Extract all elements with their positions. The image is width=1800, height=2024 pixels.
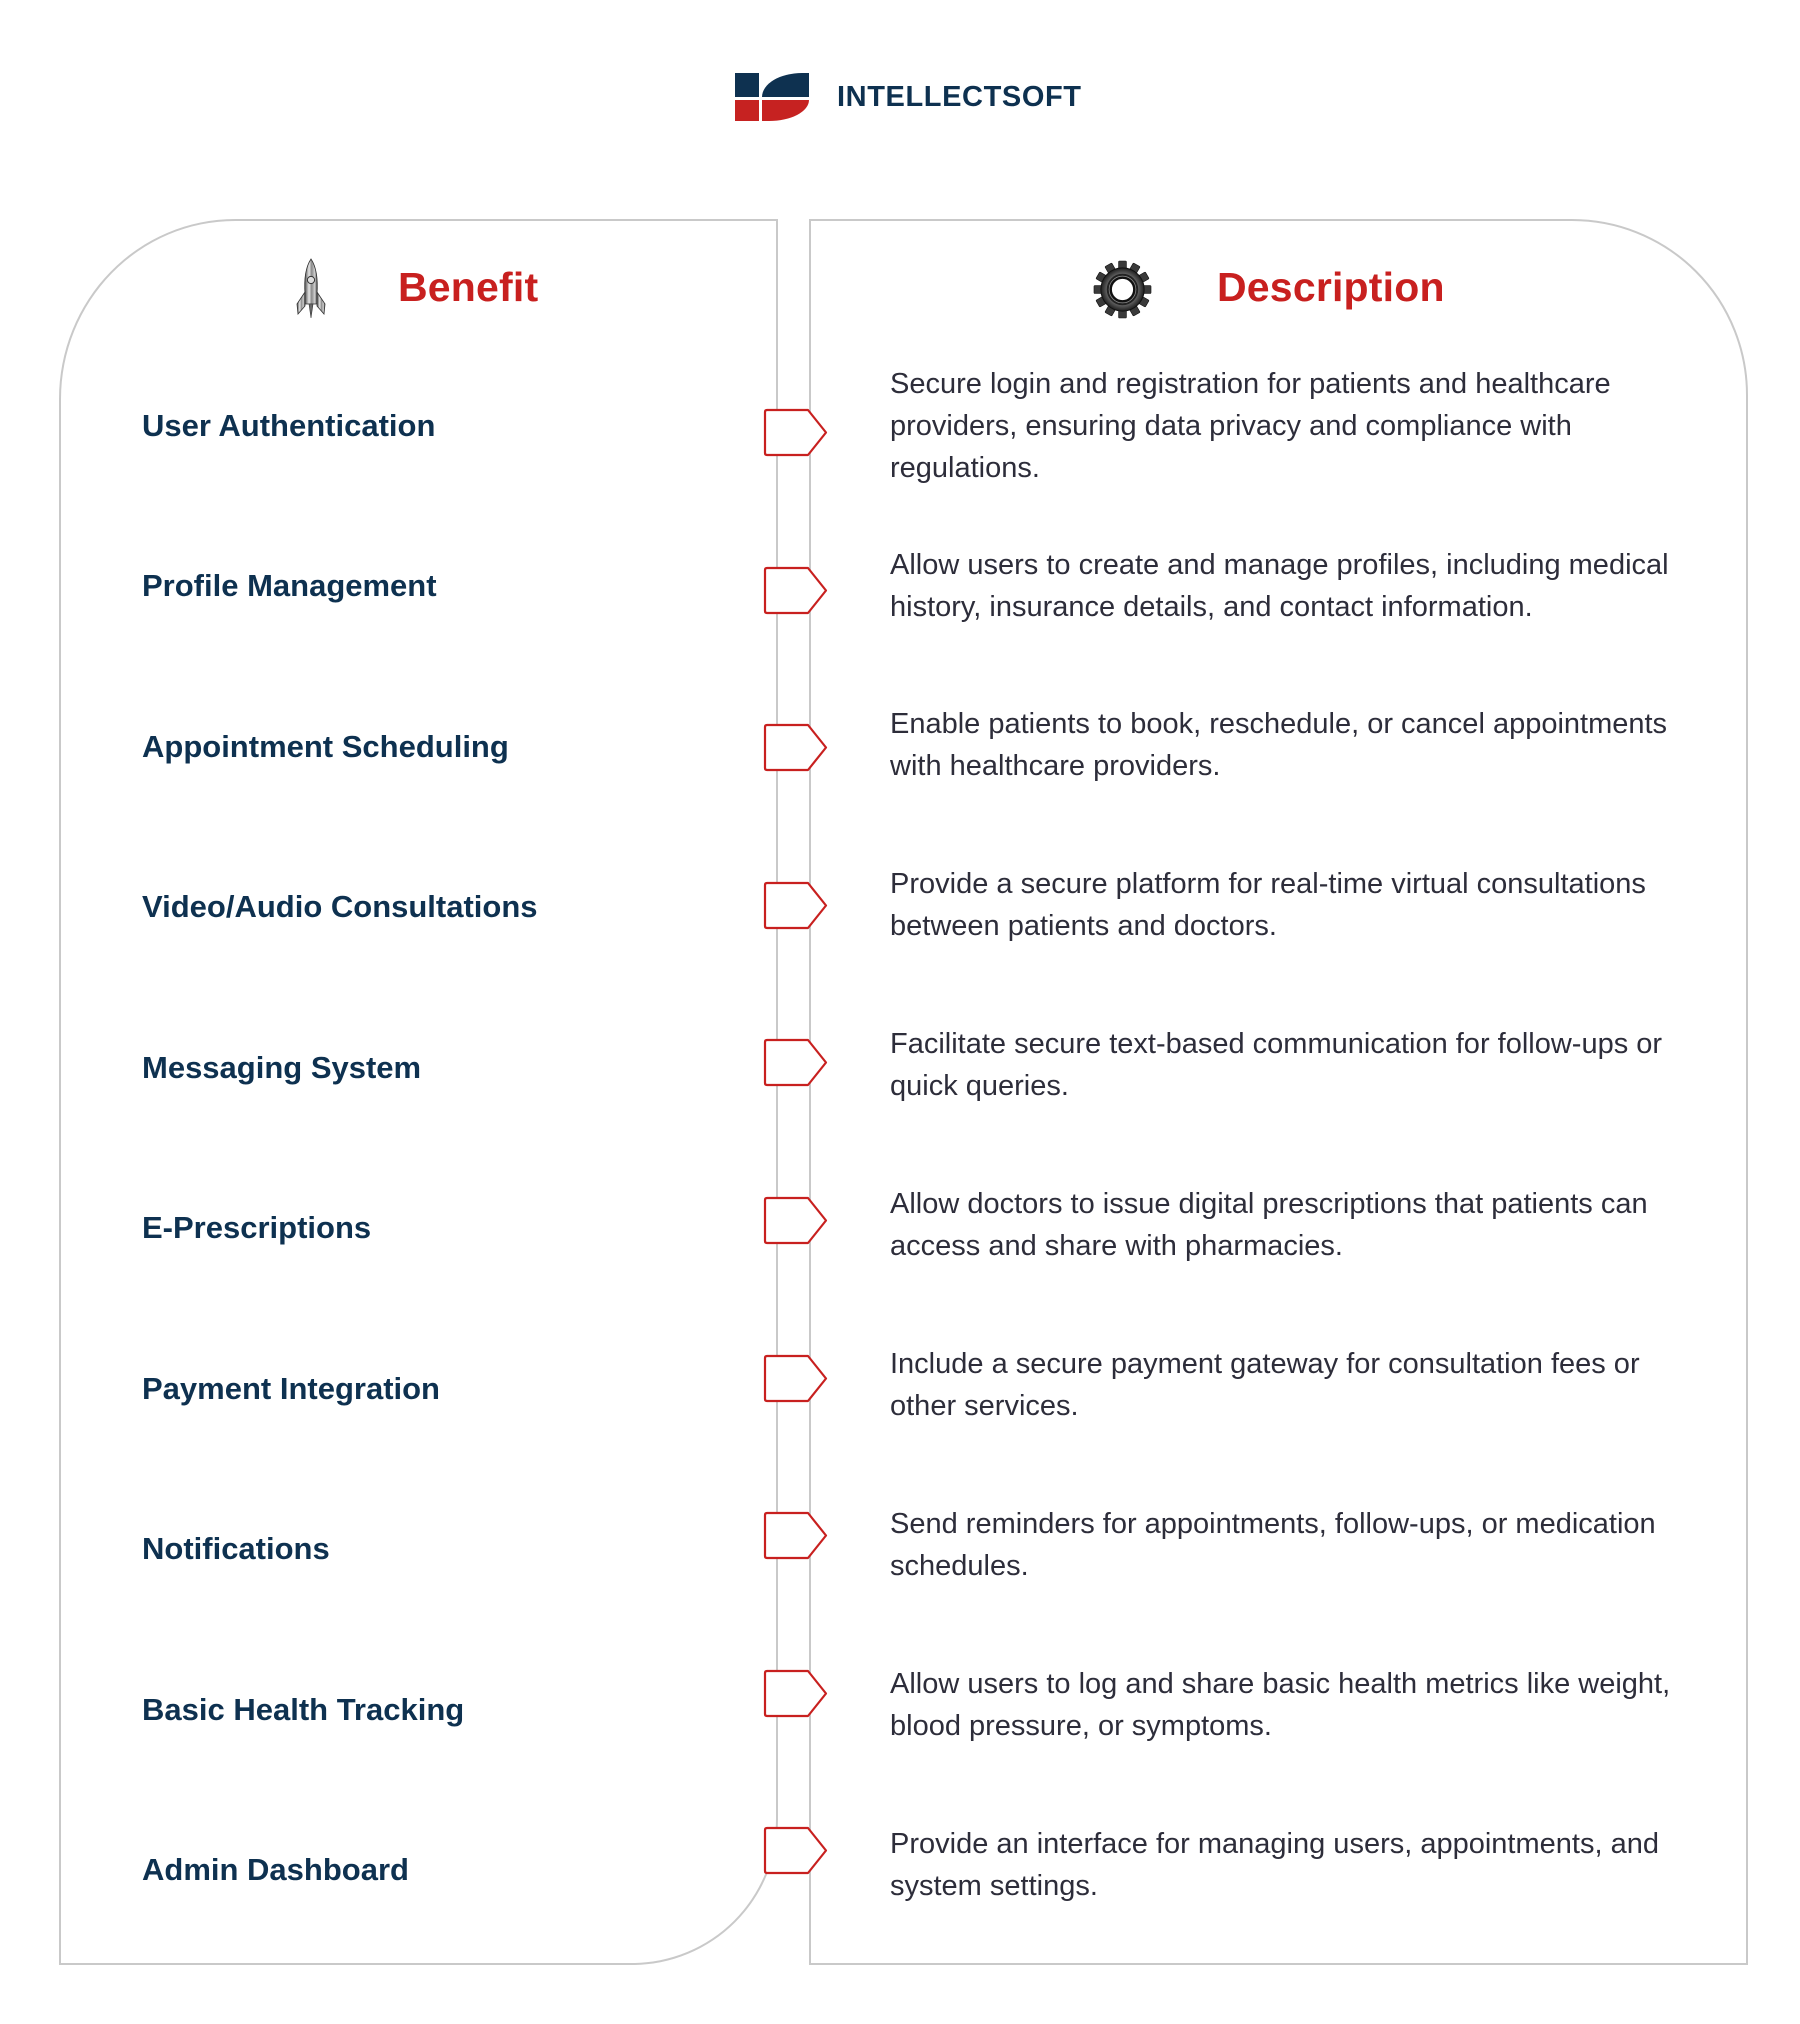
- description-item: Allow users to create and manage profiles, including medical history, insurance details, and contact information.: [890, 549, 1669, 623]
- arrow-tag-icon: [763, 1196, 828, 1245]
- description-item: Allow doctors to issue digital prescriptions that patients can access and share with pharmacies.: [890, 1188, 1648, 1262]
- arrow-tag-icon: [763, 1354, 828, 1403]
- benefit-item: Admin Dashboard: [142, 1852, 409, 1887]
- benefit-column-header: [295, 258, 539, 320]
- description-item: Send reminders for appointments, follow-ups, or medication schedules.: [890, 1508, 1656, 1582]
- benefit-item: E-Prescriptions: [142, 1210, 372, 1245]
- benefit-item: Messaging System: [142, 1050, 422, 1085]
- arrow-tag-icon: [763, 566, 828, 615]
- description-column-header: [1093, 258, 1445, 320]
- benefit-item: Video/Audio Consultations: [142, 889, 538, 924]
- arrow-tag-icon: [763, 1669, 828, 1718]
- description-item: Enable patients to book, reschedule, or cancel appointments with healthcare providers.: [890, 708, 1668, 782]
- arrow-tag-icon: [763, 1038, 828, 1087]
- brand-name: INTELLECTSOFT: [837, 81, 1082, 113]
- arrow-tag-icon: [763, 1826, 828, 1875]
- description-item: Facilitate secure text-based communication for follow-ups or quick queries.: [890, 1028, 1663, 1102]
- benefit-item: Payment Integration: [142, 1371, 440, 1406]
- brand-logo: [735, 73, 1082, 121]
- gear-icon: [1093, 260, 1152, 319]
- intellectsoft-logo-icon: [735, 73, 809, 121]
- description-item: Provide an interface for managing users, appointments, and system settings.: [890, 1828, 1659, 1902]
- description-item: Include a secure payment gateway for consultation fees or other services.: [890, 1348, 1640, 1422]
- description-item: Provide a secure platform for real-time virtual consultations between patients and doctors.: [890, 868, 1646, 942]
- benefit-item: User Authentication: [142, 408, 436, 443]
- arrow-tag-icon: [763, 723, 828, 772]
- benefit-column-title: Benefit: [398, 264, 539, 310]
- arrow-tag-icon: [763, 881, 828, 930]
- description-column-title: Description: [1217, 264, 1445, 310]
- benefit-item: Profile Management: [142, 568, 437, 603]
- rocket-icon: [295, 258, 327, 320]
- benefit-item: Notifications: [142, 1531, 330, 1566]
- benefit-item: Basic Health Tracking: [142, 1692, 465, 1727]
- description-item: Allow users to log and share basic health metrics like weight, blood pressure, or symptoms.: [890, 1668, 1671, 1742]
- description-item: Secure login and registration for patients and healthcare providers, ensuring data privacy and compliance with regulations.: [890, 368, 1611, 484]
- arrow-tag-icon: [763, 408, 828, 457]
- benefit-item: Appointment Scheduling: [142, 729, 509, 764]
- arrow-tag-icon: [763, 1511, 828, 1560]
